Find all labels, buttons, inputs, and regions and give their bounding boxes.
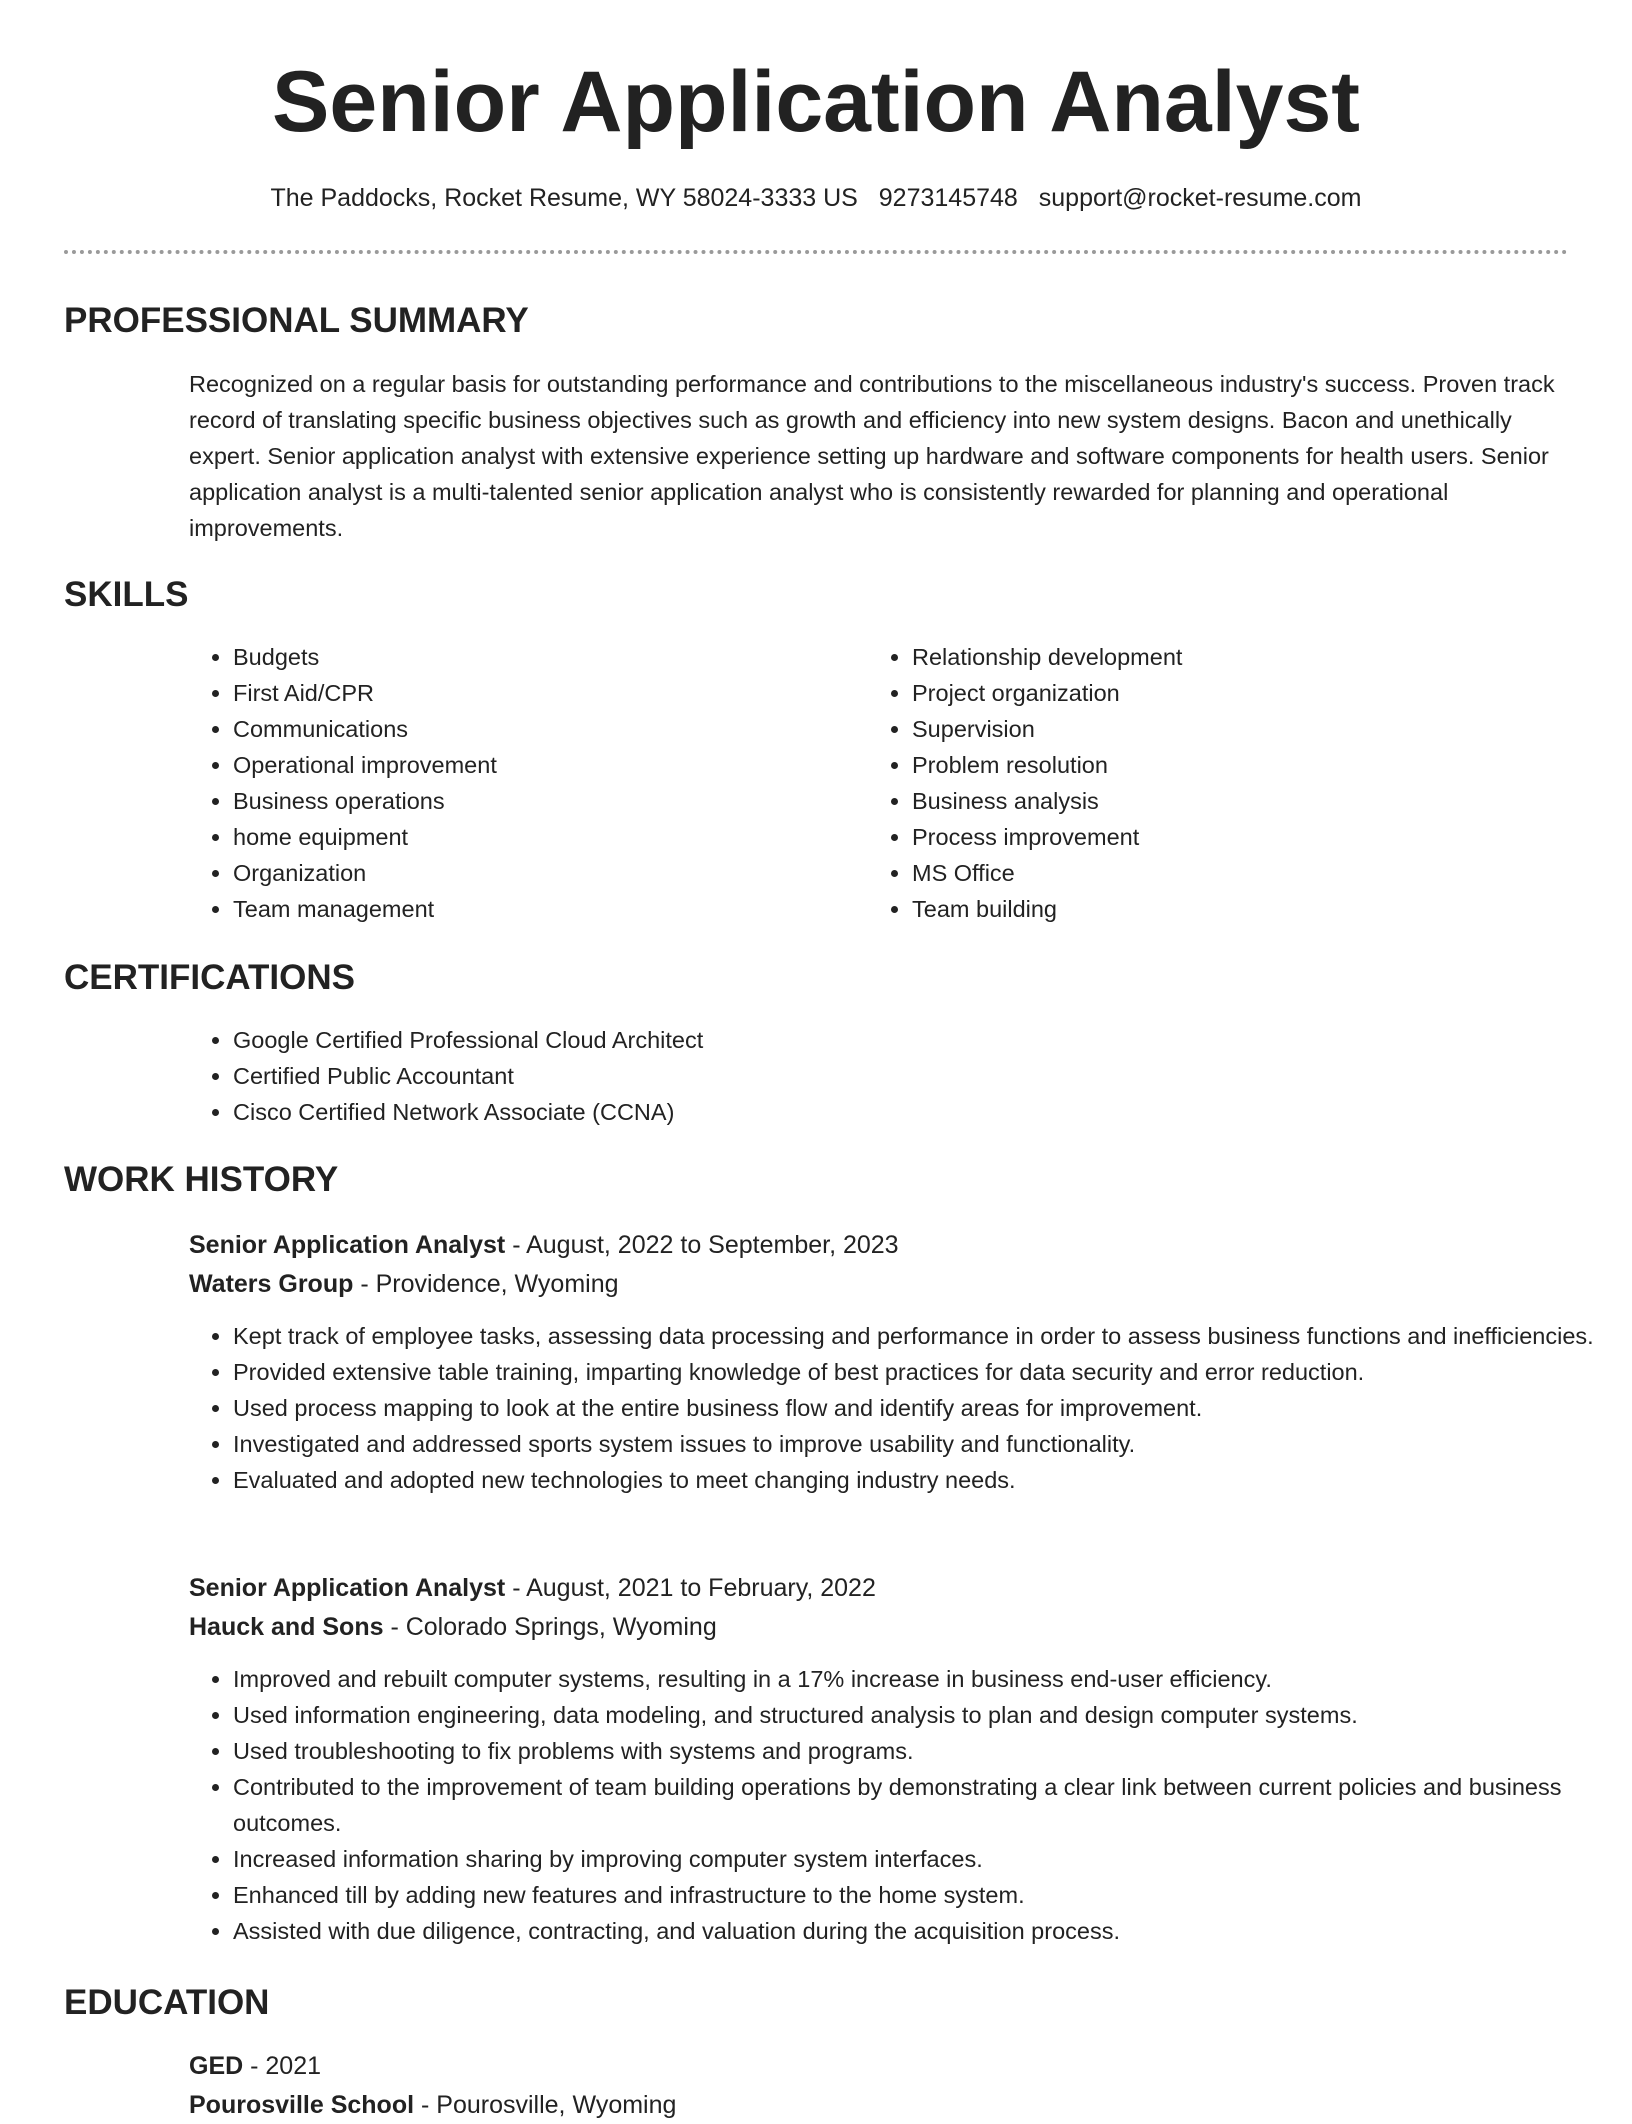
job-title-line — [189, 1569, 876, 1607]
job-title-line — [189, 1226, 899, 1264]
education-location: - Pourosville, Wyoming — [414, 2091, 677, 2119]
job-company: Hauck and Sons — [189, 1613, 384, 1641]
education-school: Pourosville School — [189, 2091, 415, 2119]
list-item: • Relationship development — [912, 639, 1512, 675]
list-item: • Project organization — [912, 675, 1512, 711]
list-item: • First Aid/CPR — [233, 675, 833, 711]
job-bullets — [189, 1318, 1603, 1498]
list-item: • Provided extensive table training, imparting knowledge of best practices for data security and error reduction. — [233, 1354, 1603, 1390]
list-item: • Increased information sharing by improving computer system interfaces. — [233, 1841, 1603, 1877]
list-item: • home equipment — [233, 819, 833, 855]
job-company-line — [189, 1608, 717, 1646]
list-item: • Assisted with due diligence, contracting, and valuation during the acquisition process. — [233, 1913, 1603, 1949]
job-location: - Colorado Springs, Wyoming — [383, 1613, 717, 1641]
certifications-heading: CERTIFICATIONS — [64, 958, 356, 997]
list-item: • Problem resolution — [912, 747, 1512, 783]
list-item: • Supervision — [912, 711, 1512, 747]
job-bullets — [189, 1661, 1603, 1949]
education-heading: EDUCATION — [64, 1983, 270, 2022]
education-degree: GED — [189, 2052, 244, 2080]
job-company-line — [189, 1265, 619, 1303]
summary-heading: PROFESSIONAL SUMMARY — [64, 301, 529, 340]
list-item: • Business analysis — [912, 783, 1512, 819]
job-role: Senior Application Analyst — [189, 1231, 506, 1259]
job-company: Waters Group — [189, 1270, 354, 1298]
list-item: • Investigated and addressed sports system issues to improve usability and functionality. — [233, 1426, 1603, 1462]
job-dates: - August, 2021 to February, 2022 — [505, 1574, 876, 1602]
contact-address: The Paddocks, Rocket Resume, WY 58024-3333 US — [270, 184, 858, 212]
certifications-list — [189, 1022, 1533, 1130]
list-item: • Budgets — [233, 639, 833, 675]
skills-list-right — [868, 639, 1512, 927]
education-year: - 2021 — [243, 2052, 322, 2080]
list-item: • Evaluated and adopted new technologies to meet changing industry needs. — [233, 1462, 1603, 1498]
list-item: • Operational improvement — [233, 747, 833, 783]
list-item: • MS Office — [912, 855, 1512, 891]
job-location: - Providence, Wyoming — [353, 1270, 619, 1298]
header-divider — [64, 250, 1568, 254]
list-item: • Process improvement — [912, 819, 1512, 855]
list-item: • Organization — [233, 855, 833, 891]
contact-line — [0, 180, 1632, 216]
contact-email: support@rocket-resume.com — [1038, 184, 1362, 212]
list-item: • Business operations — [233, 783, 833, 819]
list-item: • Contributed to the improvement of team building operations by demonstrating a clear link between current policies and business outcomes. — [233, 1769, 1603, 1841]
list-item: • Team management — [233, 891, 833, 927]
job-dates: - August, 2022 to September, 2023 — [505, 1231, 899, 1259]
list-item: • Used troubleshooting to fix problems with systems and programs. — [233, 1733, 1603, 1769]
education-school-line — [189, 2086, 676, 2124]
list-item: • Team building — [912, 891, 1512, 927]
work-history-heading: WORK HISTORY — [64, 1160, 339, 1199]
list-item: • Used information engineering, data modeling, and structured analysis to plan and design computer systems. — [233, 1697, 1603, 1733]
list-item: • Used process mapping to look at the entire business flow and identify areas for improvement. — [233, 1390, 1603, 1426]
list-item: • Certified Public Accountant — [233, 1058, 1533, 1094]
skills-list-left — [189, 639, 833, 927]
job-role: Senior Application Analyst — [189, 1574, 506, 1602]
contact-phone: 9273145748 — [878, 184, 1018, 212]
candidate-name: Senior Application Analyst — [272, 54, 1360, 150]
list-item: • Google Certified Professional Cloud Architect — [233, 1022, 1533, 1058]
education-degree-line — [189, 2047, 321, 2085]
list-item: • Improved and rebuilt computer systems, resulting in a 17% increase in business end-user efficiency. — [233, 1661, 1603, 1697]
list-item: • Enhanced till by adding new features and infrastructure to the home system. — [233, 1877, 1603, 1913]
list-item: • Cisco Certified Network Associate (CCNA) — [233, 1094, 1533, 1130]
list-item: • Kept track of employee tasks, assessing data processing and performance in order to assess business functions and inefficiencies. — [233, 1318, 1603, 1354]
list-item: • Communications — [233, 711, 833, 747]
skills-heading: SKILLS — [64, 575, 189, 614]
summary-text: Recognized on a regular basis for outstanding performance and contributions to the miscellaneous industry's success. Proven track record of translating specific business objectives such as growth and efficiency into new system designs. Bacon and unethically expert. Senior application analyst with extensive experience setting up hardware and software components for health users. Senior application analyst is a multi-talented senior application analyst who is consistently rewarded for planning and operational improvements. — [189, 371, 1555, 541]
